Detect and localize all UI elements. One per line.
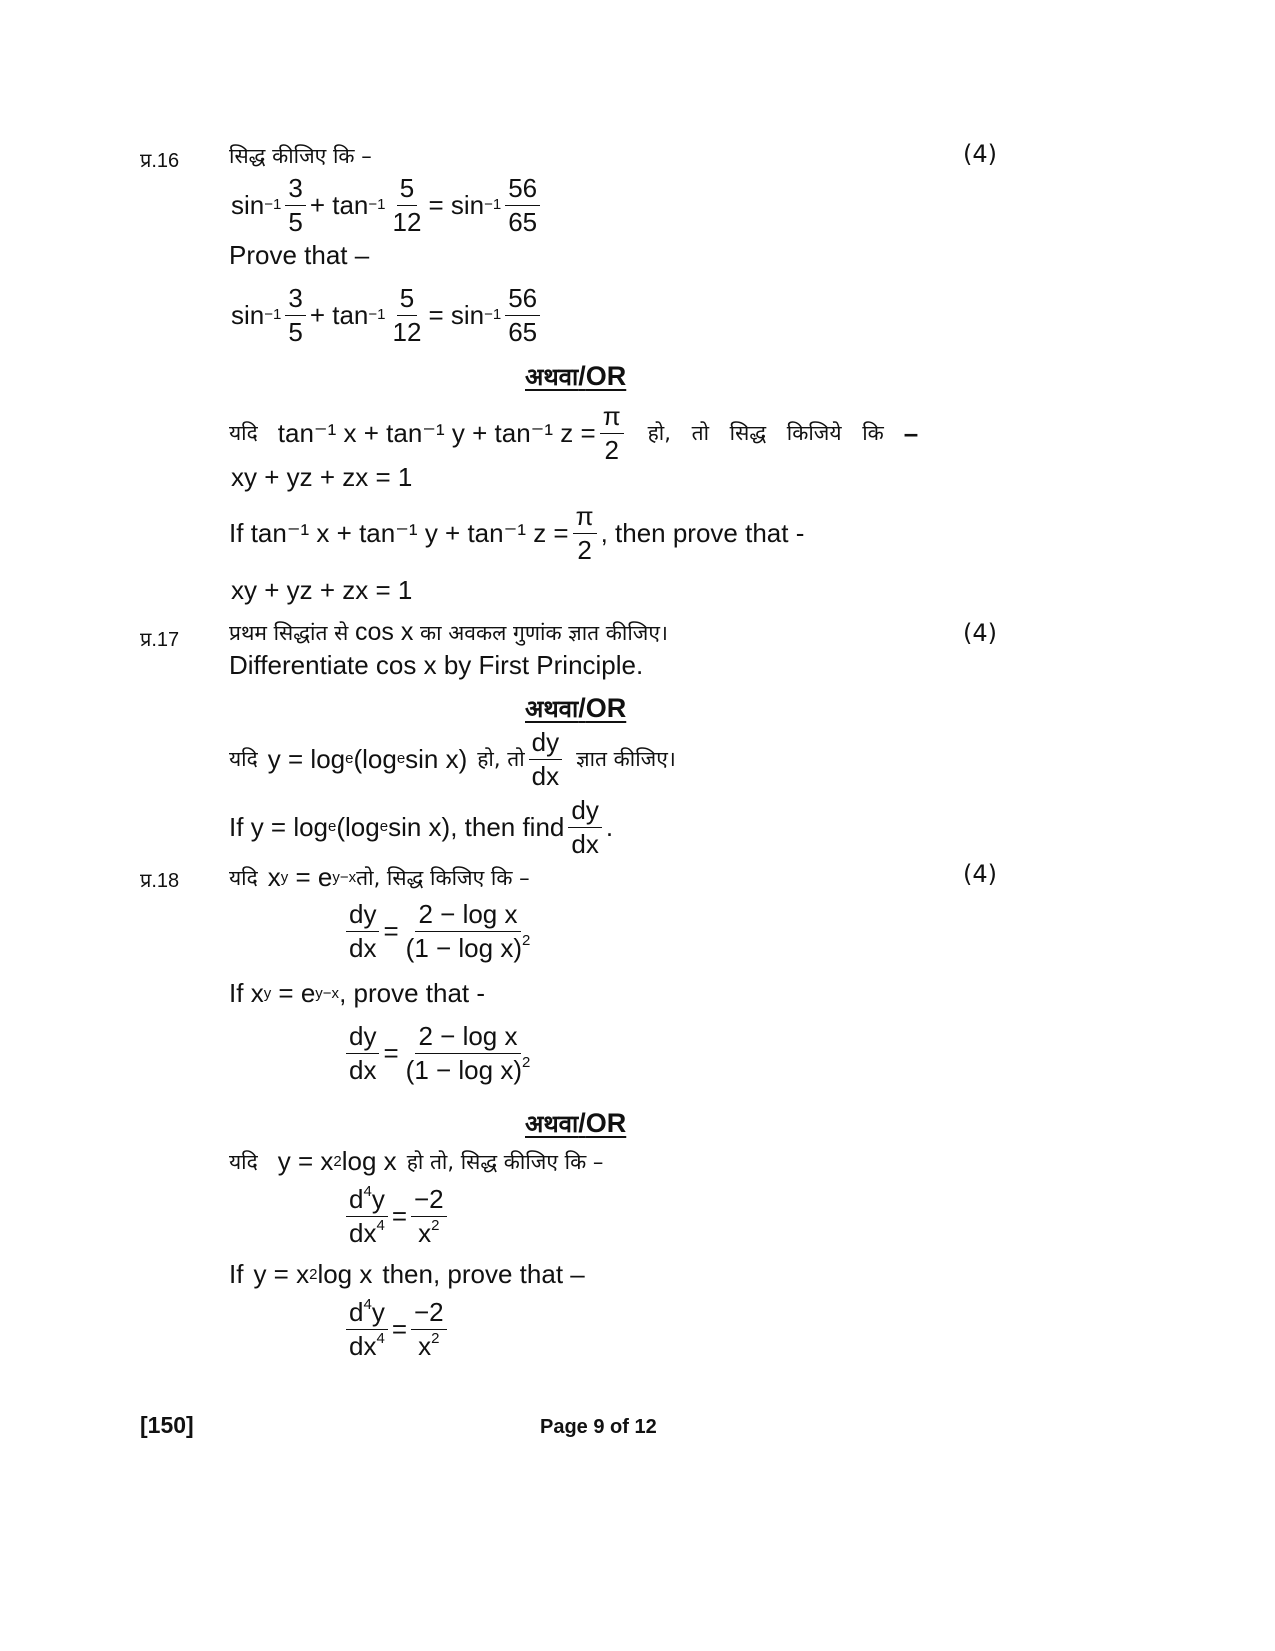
or-heading: अथवा/OR — [525, 361, 627, 391]
english-prompt: Differentiate cos x by First Principle. — [229, 650, 644, 680]
fourth-derivative-equation-english: $\frac{d^4y}{dx^4}$ = $\frac{-2}{x^2}$ — [342, 1298, 451, 1360]
hindi-prompt: प्रथम सिद्धांत से cos x का अवकल गुणांक ज्ञात कीजिए। — [229, 618, 668, 646]
question-number: प्र.16 — [140, 150, 180, 172]
alt-condition-hindi: यदि y = x 2 log x हो तो, सिद्ध कीजिए कि – — [229, 1146, 604, 1176]
marks: (4) — [963, 619, 997, 647]
identity-equation-english: sin −1 $\frac{3}{5}$ + tan −1 $\frac{5}{12}$ = sin −1 $\frac{56}{65}$ — [231, 284, 544, 346]
or-heading: अथवा/OR — [525, 693, 627, 723]
condition-english: If x y = e y−x , prove that - — [229, 978, 486, 1008]
marks: (4) — [963, 140, 997, 168]
alt-condition-english: If tan⁻¹ x + tan⁻¹ y + tan⁻¹ z = $\frac{\pi}{2}$ , then prove that - — [229, 501, 805, 565]
or-heading: अथवा/OR — [525, 1108, 627, 1138]
question-number: प्र.17 — [140, 629, 180, 651]
derivative-equation-english: $\frac{dy}{dx}$ = $\frac{\text{2 − log x}}{(1 - \log x)^2}$ — [342, 1022, 537, 1084]
page-number: Page 9 of 12 — [540, 1416, 657, 1438]
identity-equation-hindi: sin −1 $\frac{3}{5}$ + tan −1 $\frac{5}{12}$ = sin −1 $\frac{56}{65}$ — [231, 174, 544, 236]
condition-hindi: यदि x y = e y−x तो, सिद्ध किजिए कि – — [229, 862, 530, 892]
marks: (4) — [963, 860, 997, 888]
hindi-prompt: सिद्ध कीजिए कि – — [229, 144, 372, 168]
alt-result-english: xy + yz + zx = 1 — [231, 575, 413, 605]
alt-condition-english: If y = x 2 log x then, prove that – — [229, 1259, 585, 1289]
english-prompt: Prove that – — [229, 240, 370, 270]
question-number: प्र.18 — [140, 870, 180, 892]
alt-condition-english: If y = log e (log e sin x) , then find $\frac{dy}{dx}$ . — [229, 795, 614, 859]
alt-result-hindi: xy + yz + zx = 1 — [231, 462, 413, 492]
alt-condition-hindi: यदि tan⁻¹ x + tan⁻¹ y + tan⁻¹ z = $\frac{\pi}{2}$ हो, तो सिद्ध किजिये कि – — [229, 401, 919, 465]
paper-code: [150] — [140, 1412, 194, 1438]
fourth-derivative-equation-hindi: $\frac{d^4y}{dx^4}$ = $\frac{-2}{x^2}$ — [342, 1185, 451, 1247]
alt-condition-hindi: यदि y = log e (log e sin x) हो, तो $\frac{dy}{dx}$ ज्ञात कीजिए। — [229, 727, 676, 791]
derivative-equation-hindi: $\frac{dy}{dx}$ = $\frac{\text{2 − log x}}{(1 - \log x)^2}$ — [342, 900, 537, 962]
